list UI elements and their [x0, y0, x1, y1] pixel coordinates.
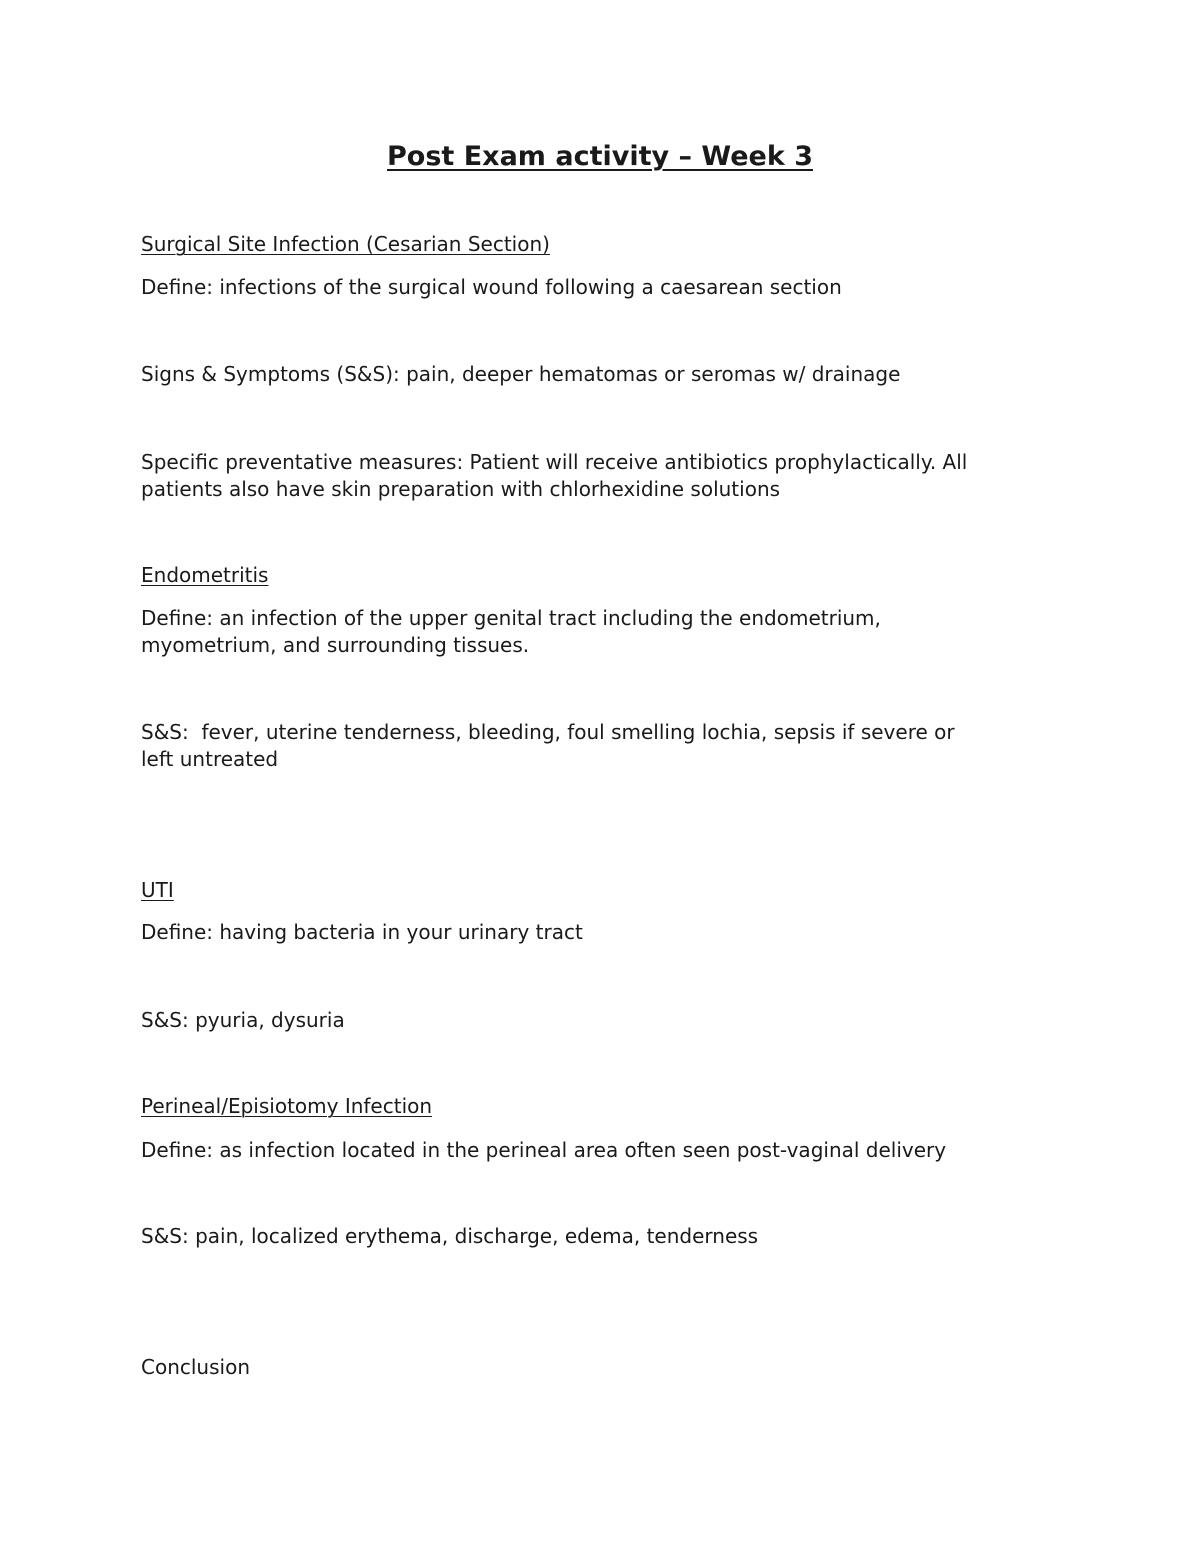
- endometritis-definition-line-1: Define: an infection of the upper genital tract including the endometrium,: [141, 606, 881, 630]
- section-heading-endometritis: Endometritis: [141, 563, 269, 587]
- section-heading-surgical-site-infection: Surgical Site Infection (Cesarian Section): [141, 232, 550, 256]
- surgical-site-infection-signs: Signs & Symptoms (S&S): pain, deeper hematomas or seromas w/ drainage: [141, 362, 901, 386]
- conclusion-heading: Conclusion: [141, 1355, 250, 1379]
- uti-signs: S&S: pyuria, dysuria: [141, 1008, 345, 1032]
- section-heading-perineal-episiotomy-infection: Perineal/Episiotomy Infection: [141, 1094, 433, 1118]
- endometritis-definition-line-2: myometrium, and surrounding tissues.: [141, 633, 530, 657]
- section-heading-uti: UTI: [141, 878, 174, 902]
- uti-definition: Define: having bacteria in your urinary tract: [141, 920, 583, 944]
- perineal-infection-signs: S&S: pain, localized erythema, discharge, edema, tenderness: [141, 1224, 759, 1248]
- surgical-site-infection-prevention-line-1: Specific preventative measures: Patient will receive antibiotics prophylactically. All: [141, 450, 968, 474]
- endometritis-signs-line-1: S&S: fever, uterine tenderness, bleeding, foul smelling lochia, sepsis if severe or: [141, 720, 955, 744]
- endometritis-signs-line-2: left untreated: [141, 747, 279, 771]
- surgical-site-infection-prevention-line-2: patients also have skin preparation with chlorhexidine solutions: [141, 477, 781, 501]
- perineal-infection-definition: Define: as infection located in the perineal area often seen post-vaginal delivery: [141, 1138, 947, 1162]
- page-title: Post Exam activity – Week 3: [387, 141, 813, 172]
- surgical-site-infection-definition: Define: infections of the surgical wound following a caesarean section: [141, 275, 842, 299]
